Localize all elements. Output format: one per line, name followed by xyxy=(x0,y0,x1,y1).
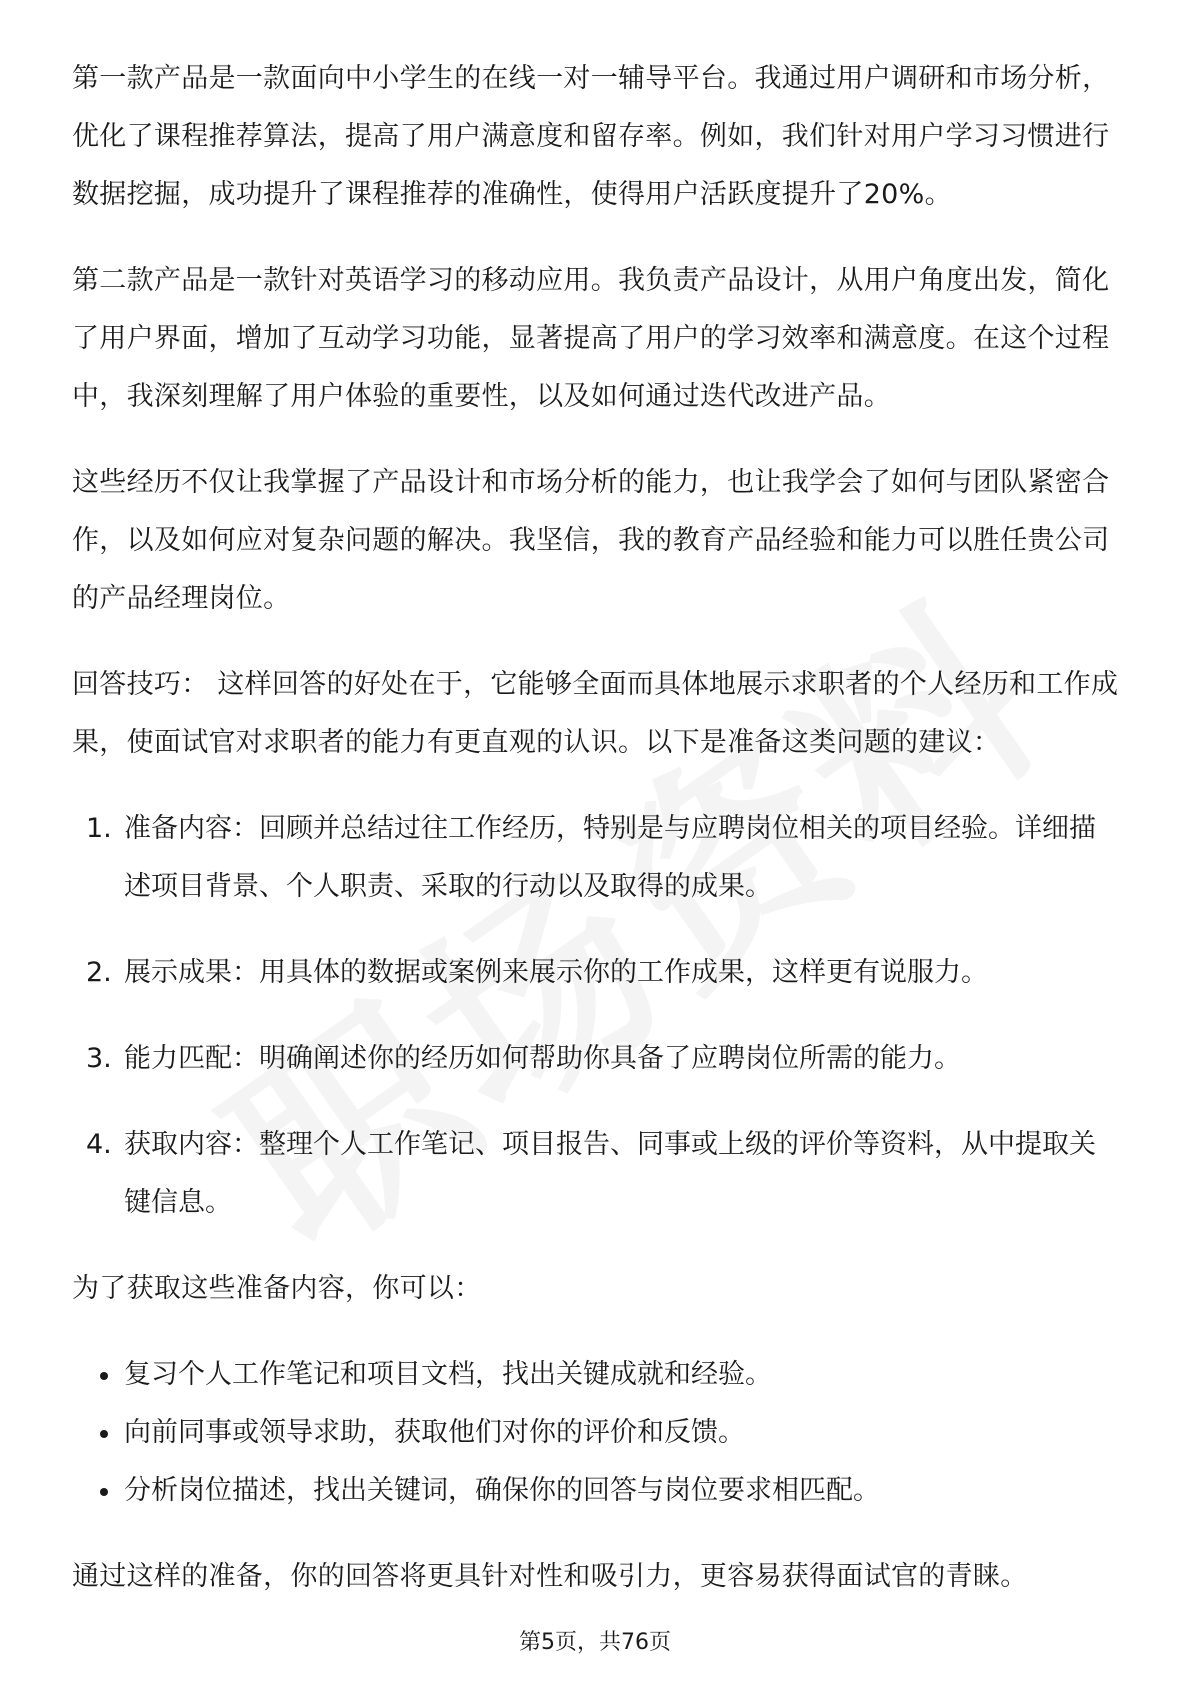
bullet-icon xyxy=(100,1488,108,1496)
list-number: 4. xyxy=(86,1129,112,1160)
list-item-text: 展示成果：用具体的数据或案例来展示你的工作成果，这样更有说服力。 xyxy=(124,957,988,988)
paragraph-conclusion: 通过这样的准备，你的回答将更具针对性和吸引力，更容易获得面试官的青睐。 xyxy=(72,1561,1028,1592)
paragraph-answer-tips: 回答技巧： 这样回答的好处在于，它能够全面而具体地展示求职者的个人经历和工作成果，使面试官对求职者的能力有更直观的认识。以下是准备这类问题的建议： xyxy=(72,669,1119,758)
list-number: 1. xyxy=(86,813,112,844)
bullet-icon xyxy=(100,1372,108,1380)
list-item-text: 能力匹配：明确阐述你的经历如何帮助你具备了应聘岗位所需的能力。 xyxy=(124,1043,961,1074)
document-page xyxy=(72,50,1122,1634)
list-item xyxy=(72,1404,1122,1462)
bullet-icon xyxy=(100,1430,108,1438)
list-item xyxy=(72,1346,1122,1404)
list-item-text: 分析岗位描述，找出关键词，确保你的回答与岗位要求相匹配。 xyxy=(124,1475,880,1506)
paragraph-product-one: 第一款产品是一款面向中小学生的在线一对一辅导平台。我通过用户调研和市场分析，优化了课程推荐算法，提高了用户满意度和留存率。例如，我们针对用户学习习惯进行数据挖掘，成功提升了课程推荐的准确性，使得用户活跃度提升了20%。 xyxy=(72,63,1110,210)
methods-list xyxy=(72,1346,1122,1520)
list-number: 2. xyxy=(86,957,112,988)
list-item-text: 准备内容：回顾并总结过往工作经历，特别是与应聘岗位相关的项目经验。详细描述项目背景、个人职责、采取的行动以及取得的成果。 xyxy=(124,813,1096,902)
list-item-text: 向前同事或领导求助，获取他们对你的评价和反馈。 xyxy=(124,1417,745,1448)
list-item-text: 获取内容：整理个人工作笔记、项目报告、同事或上级的评价等资料，从中提取关键信息。 xyxy=(124,1129,1096,1218)
tips-list xyxy=(72,800,1122,1232)
list-item xyxy=(72,1462,1122,1520)
list-number: 3. xyxy=(86,1043,112,1074)
list-item xyxy=(72,800,1122,916)
paragraph-how-to-prepare: 为了获取这些准备内容，你可以： xyxy=(72,1273,482,1304)
list-item xyxy=(72,944,1122,1002)
paragraph-summary: 这些经历不仅让我掌握了产品设计和市场分析的能力，也让我学会了如何与团队紧密合作，以及如何应对复杂问题的解决。我坚信，我的教育产品经验和能力可以胜任贵公司的产品经理岗位。 xyxy=(72,467,1110,614)
paragraph-product-two: 第二款产品是一款针对英语学习的移动应用。我负责产品设计，从用户角度出发，简化了用户界面，增加了互动学习功能，显著提高了用户的学习效率和满意度。在这个过程中，我深刻理解了用户体验的重要性，以及如何通过迭代改进产品。 xyxy=(72,265,1110,412)
list-item xyxy=(72,1030,1122,1088)
page-number: 第5页，共76页 xyxy=(519,1630,671,1655)
list-item-text: 复习个人工作笔记和项目文档，找出关键成就和经验。 xyxy=(124,1359,772,1390)
list-item xyxy=(72,1116,1122,1232)
